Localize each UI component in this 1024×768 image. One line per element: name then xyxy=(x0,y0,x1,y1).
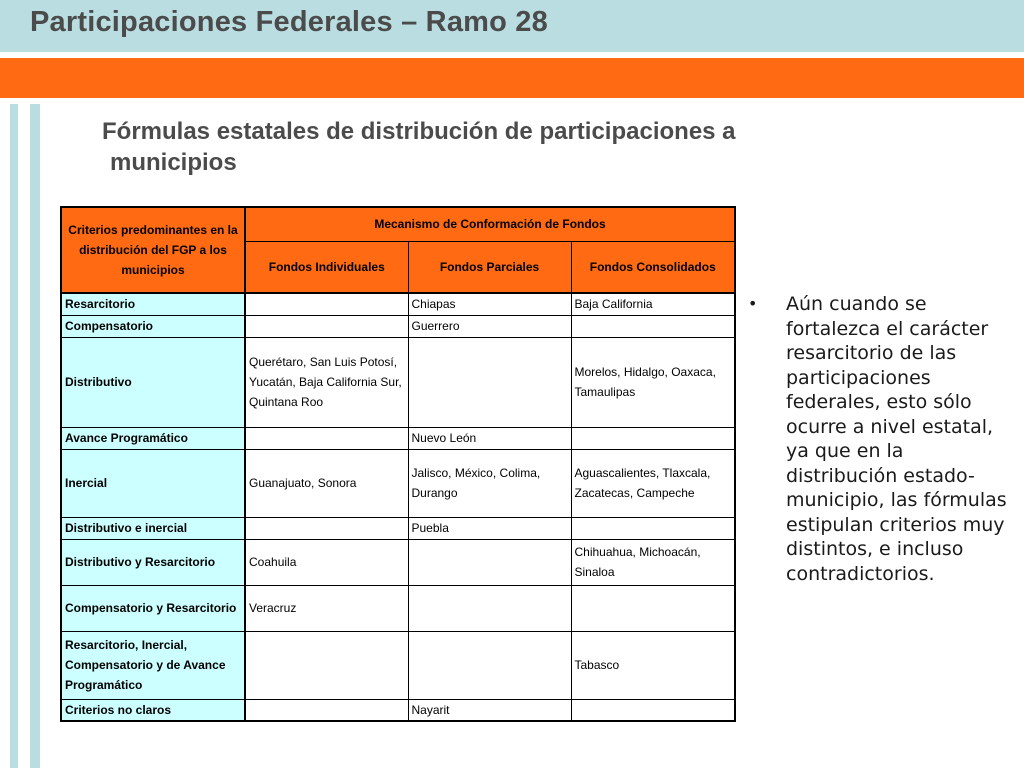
subtitle-line-1: Fórmulas estatales de distribución de participaciones a xyxy=(102,118,736,145)
cell-parciales: Puebla xyxy=(408,517,571,539)
table-row xyxy=(61,517,735,539)
criteria-cell: Resarcitorio xyxy=(61,293,245,315)
cell-consolidados xyxy=(571,699,735,721)
cell-parciales: Nuevo León xyxy=(408,427,571,449)
cell-parciales: Guerrero xyxy=(408,315,571,337)
cell-consolidados: Morelos, Hidalgo, Oaxaca, Tamaulipas xyxy=(571,337,735,427)
header-criteria: Criterios predominantes en la distribución del FGP a los municipios xyxy=(61,207,245,293)
table-row xyxy=(61,585,735,631)
table-row xyxy=(61,427,735,449)
bullet-point xyxy=(748,292,1008,586)
criteria-cell: Distributivo y Resarcitorio xyxy=(61,539,245,585)
cell-individuales xyxy=(245,517,408,539)
criteria-cell: Compensatorio xyxy=(61,315,245,337)
cell-parciales xyxy=(408,631,571,699)
cell-individuales xyxy=(245,631,408,699)
cell-individuales xyxy=(245,293,408,315)
left-decorative-stripe-2 xyxy=(30,104,40,768)
cell-consolidados: Baja California xyxy=(571,293,735,315)
table-row xyxy=(61,449,735,517)
cell-consolidados: Chihuahua, Michoacán, Sinaloa xyxy=(571,539,735,585)
cell-parciales: Nayarit xyxy=(408,699,571,721)
cell-individuales: Veracruz xyxy=(245,585,408,631)
criteria-cell: Criterios no claros xyxy=(61,699,245,721)
distribution-table xyxy=(60,206,736,722)
bullet-marker: • xyxy=(748,294,758,313)
header-mechanism: Mecanismo de Conformación de Fondos xyxy=(245,207,735,241)
table-row xyxy=(61,631,735,699)
criteria-cell: Distributivo xyxy=(61,337,245,427)
cell-parciales: Jalisco, México, Colima, Durango xyxy=(408,449,571,517)
cell-consolidados xyxy=(571,517,735,539)
left-decorative-stripe xyxy=(10,104,18,768)
cell-individuales xyxy=(245,315,408,337)
cell-individuales: Guanajuato, Sonora xyxy=(245,449,408,517)
criteria-cell: Avance Programático xyxy=(61,427,245,449)
slide-title: Participaciones Federales – Ramo 28 xyxy=(30,6,548,38)
cell-consolidados xyxy=(571,585,735,631)
table-row xyxy=(61,699,735,721)
cell-parciales: Chiapas xyxy=(408,293,571,315)
header-fondos-consolidados: Fondos Consolidados xyxy=(571,241,735,293)
cell-consolidados: Tabasco xyxy=(571,631,735,699)
table-row xyxy=(61,337,735,427)
orange-accent-bar xyxy=(0,58,1024,98)
criteria-cell: Compensatorio y Resarcitorio xyxy=(61,585,245,631)
table-row xyxy=(61,315,735,337)
header-fondos-parciales: Fondos Parciales xyxy=(408,241,571,293)
bullet-text: Aún cuando se fortalezca el carácter resarcitorio de las participaciones federales, esto sólo ocurre a nivel estatal, ya que en la distribución estado-municipio, las fórmulas estipulan criterios muy distintos, e incluso contradictorios. xyxy=(786,293,1007,585)
subtitle-line-2: municipios xyxy=(110,149,237,176)
header-fondos-individuales: Fondos Individuales xyxy=(245,241,408,293)
cell-parciales xyxy=(408,539,571,585)
cell-parciales xyxy=(408,337,571,427)
table-row xyxy=(61,293,735,315)
cell-individuales xyxy=(245,699,408,721)
criteria-cell: Inercial xyxy=(61,449,245,517)
criteria-cell: Distributivo e inercial xyxy=(61,517,245,539)
cell-individuales xyxy=(245,427,408,449)
cell-individuales: Querétaro, San Luis Potosí, Yucatán, Baja California Sur, Quintana Roo xyxy=(245,337,408,427)
cell-parciales xyxy=(408,585,571,631)
cell-consolidados xyxy=(571,315,735,337)
criteria-cell: Resarcitorio, Inercial, Compensatorio y de Avance Programático xyxy=(61,631,245,699)
slide-subtitle xyxy=(102,116,802,178)
cell-individuales: Coahuila xyxy=(245,539,408,585)
cell-consolidados: Aguascalientes, Tlaxcala, Zacatecas, Campeche xyxy=(571,449,735,517)
cell-consolidados xyxy=(571,427,735,449)
table-row xyxy=(61,539,735,585)
